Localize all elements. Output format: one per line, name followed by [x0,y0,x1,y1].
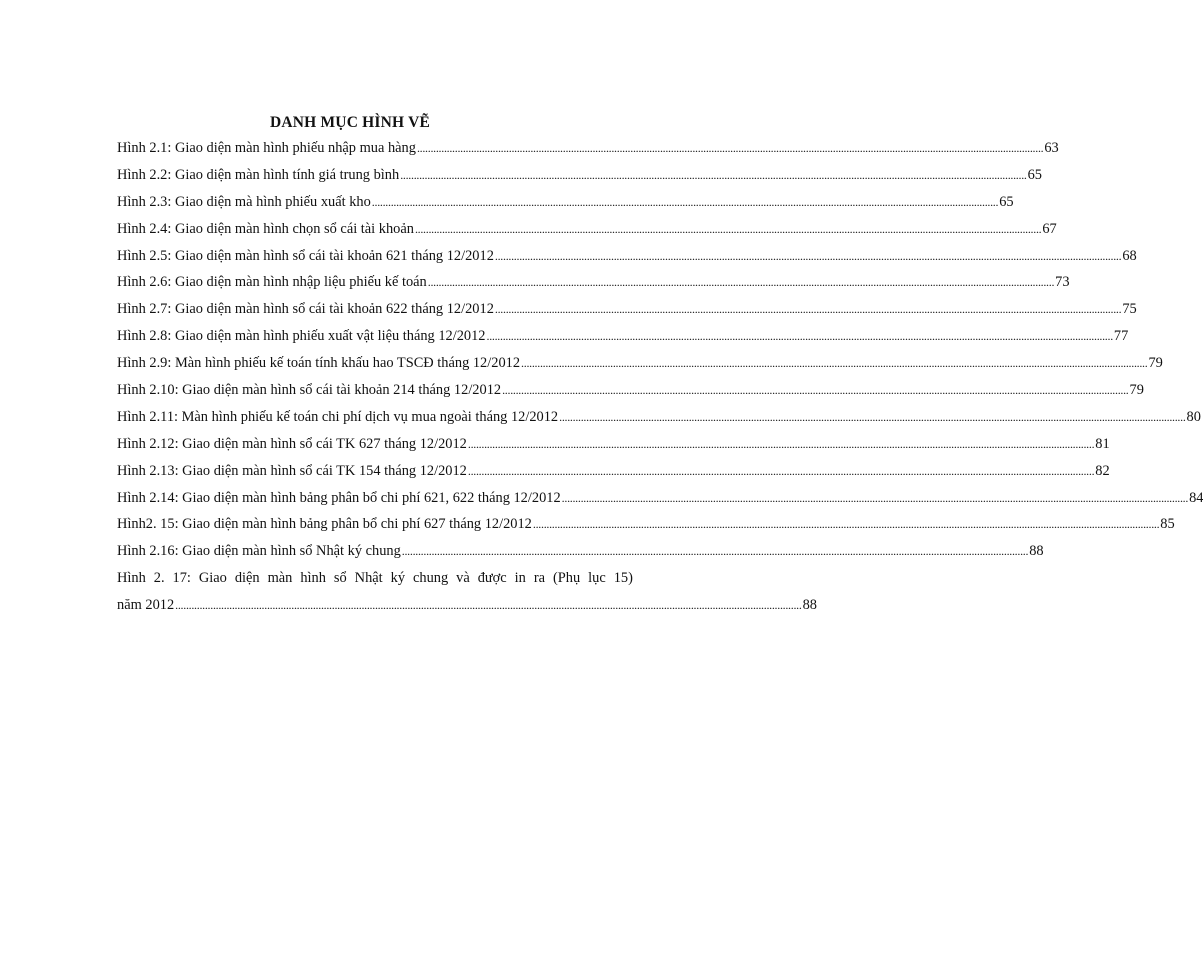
toc-entry-multiline [117,570,817,624]
toc-leader-dots [495,302,1121,317]
toc-entry-page: 88 [802,597,817,614]
toc-word: 17: [172,570,191,587]
toc-entry [117,140,1059,167]
toc-leader-dots [417,141,1043,156]
toc-leader-dots [400,168,1026,183]
toc-entry-page: 79 [1148,355,1163,372]
toc-entry-label: Hình 2.4: Giao diện màn hình chọn sổ cái tài khoản [117,220,414,237]
toc-leader-dots [502,383,1128,398]
toc-word: Nhật [354,570,383,587]
toc-entry [117,408,1201,436]
toc-entry [117,543,1044,570]
toc-entry [117,462,1110,490]
toc-word: ra [533,570,546,587]
toc-entry-line2 [117,597,817,624]
toc-entry-label: Hình 2.11: Màn hình phiếu kế toán chi phí dịch vụ mua ngoài tháng 12/2012 [117,408,559,425]
toc-entry-label: Hình 2.2: Giao diện màn hình tính giá trung bình [117,166,400,183]
toc-entry-label: Hình 2.1: Giao diện màn hình phiếu nhập mua hàng [117,140,416,156]
toc-word: được [477,570,507,587]
toc-entry-page: 63 [1044,140,1059,156]
toc-entry [117,355,1163,382]
toc-entry-page: 65 [999,193,1014,210]
toc-word: hình [300,570,326,587]
toc-word: 2. [153,570,165,587]
toc-word: (Phụ [552,570,581,587]
toc-entry [117,435,1110,463]
toc-leader-dots [533,517,1159,532]
toc-entry-label-line2: năm 2012 [117,597,175,614]
toc-entry-label: Hình 2.14: Giao diện màn hình bảng phân bổ chi phí 621, 622 tháng 12/2012 [117,489,561,506]
toc-entry-label: Hình 2.10: Giao diện màn hình sổ cái tài khoản 214 tháng 12/2012 [117,382,502,399]
toc-entry-page: 77 [1113,328,1129,345]
toc-leader-dots [495,249,1121,264]
toc-entry-label: Hình2. 15: Giao diện màn hình bảng phân bổ chi phí 627 tháng 12/2012 [117,516,532,533]
toc-word: và [456,570,470,587]
toc-word: chung [412,570,449,587]
toc-entry-label: Hình 2.7: Giao diện màn hình sổ cái tài khoản 622 tháng 12/2012 [117,301,494,318]
toc-word: màn [267,570,293,587]
toc-word: in [514,570,526,587]
toc-entry-label: Hình 2.6: Giao diện màn hình nhập liệu phiếu kế toán [117,274,427,291]
toc-entry-label: Hình 2.16: Giao diện màn hình sổ Nhật ký chung [117,543,401,560]
toc-entry-page: 65 [1027,166,1042,183]
toc-leader-dots [402,544,1028,559]
toc-entry-page: 84 [1189,489,1203,506]
toc-entry-label: Hình 2.13: Giao diện màn hình sổ cái TK 154 tháng 12/2012 [117,462,467,479]
toc-entry-label-line1 [117,570,633,597]
toc-entry-page: 73 [1055,274,1070,291]
toc-leader-dots [468,437,1094,452]
toc-entry-page: 75 [1122,301,1137,318]
toc-entry-page: 88 [1029,543,1044,560]
figure-list [117,140,1203,624]
toc-leader-dots [175,598,801,613]
toc-entry [117,301,1137,328]
toc-leader-dots [487,329,1113,344]
toc-entry-page: 85 [1160,516,1175,533]
toc-entry [117,489,1203,517]
toc-leader-dots [559,410,1185,425]
toc-word: ký [390,570,406,587]
toc-entry-label: Hình 2.12: Giao diện màn hình sổ cái TK 627 tháng 12/2012 [117,435,467,452]
toc-leader-dots [562,491,1188,506]
toc-leader-dots [428,275,1054,290]
toc-word: Giao [198,570,227,587]
toc-entry-page: 68 [1122,247,1137,264]
toc-entry-page: 67 [1042,220,1057,237]
toc-entry [117,382,1144,409]
toc-entry-label: Hình 2.5: Giao diện màn hình sổ cái tài khoản 621 tháng 12/2012 [117,247,494,264]
toc-leader-dots [372,195,998,210]
toc-entry [117,328,1129,355]
toc-entry-page: 80 [1186,408,1201,425]
toc-word: lục [588,570,606,587]
toc-word: 15) [613,570,633,587]
toc-entry [117,220,1057,248]
toc-word: sổ [333,570,347,587]
toc-entry-page: 79 [1129,382,1144,399]
toc-entry-page: 81 [1095,435,1110,452]
toc-entry [117,274,1070,301]
toc-entry [117,166,1042,194]
toc-entry [117,193,1014,221]
toc-leader-dots [521,356,1147,371]
toc-word: diện [234,570,260,587]
toc-leader-dots [468,464,1094,479]
toc-entry-label: Hình 2.8: Giao diện màn hình phiếu xuất vật liệu tháng 12/2012 [117,328,486,345]
page-title: DANH MỤC HÌNH VẼ [269,114,431,131]
toc-entry [117,247,1137,275]
toc-leader-dots [415,222,1041,237]
toc-entry-page: 82 [1095,462,1110,479]
toc-entry-label: Hình 2.9: Màn hình phiếu kế toán tính khấu hao TSCĐ tháng 12/2012 [117,355,521,372]
toc-entry [117,516,1175,543]
toc-word: Hình [117,570,146,587]
toc-entry-label: Hình 2.3: Giao diện mà hình phiếu xuất kho [117,193,371,210]
